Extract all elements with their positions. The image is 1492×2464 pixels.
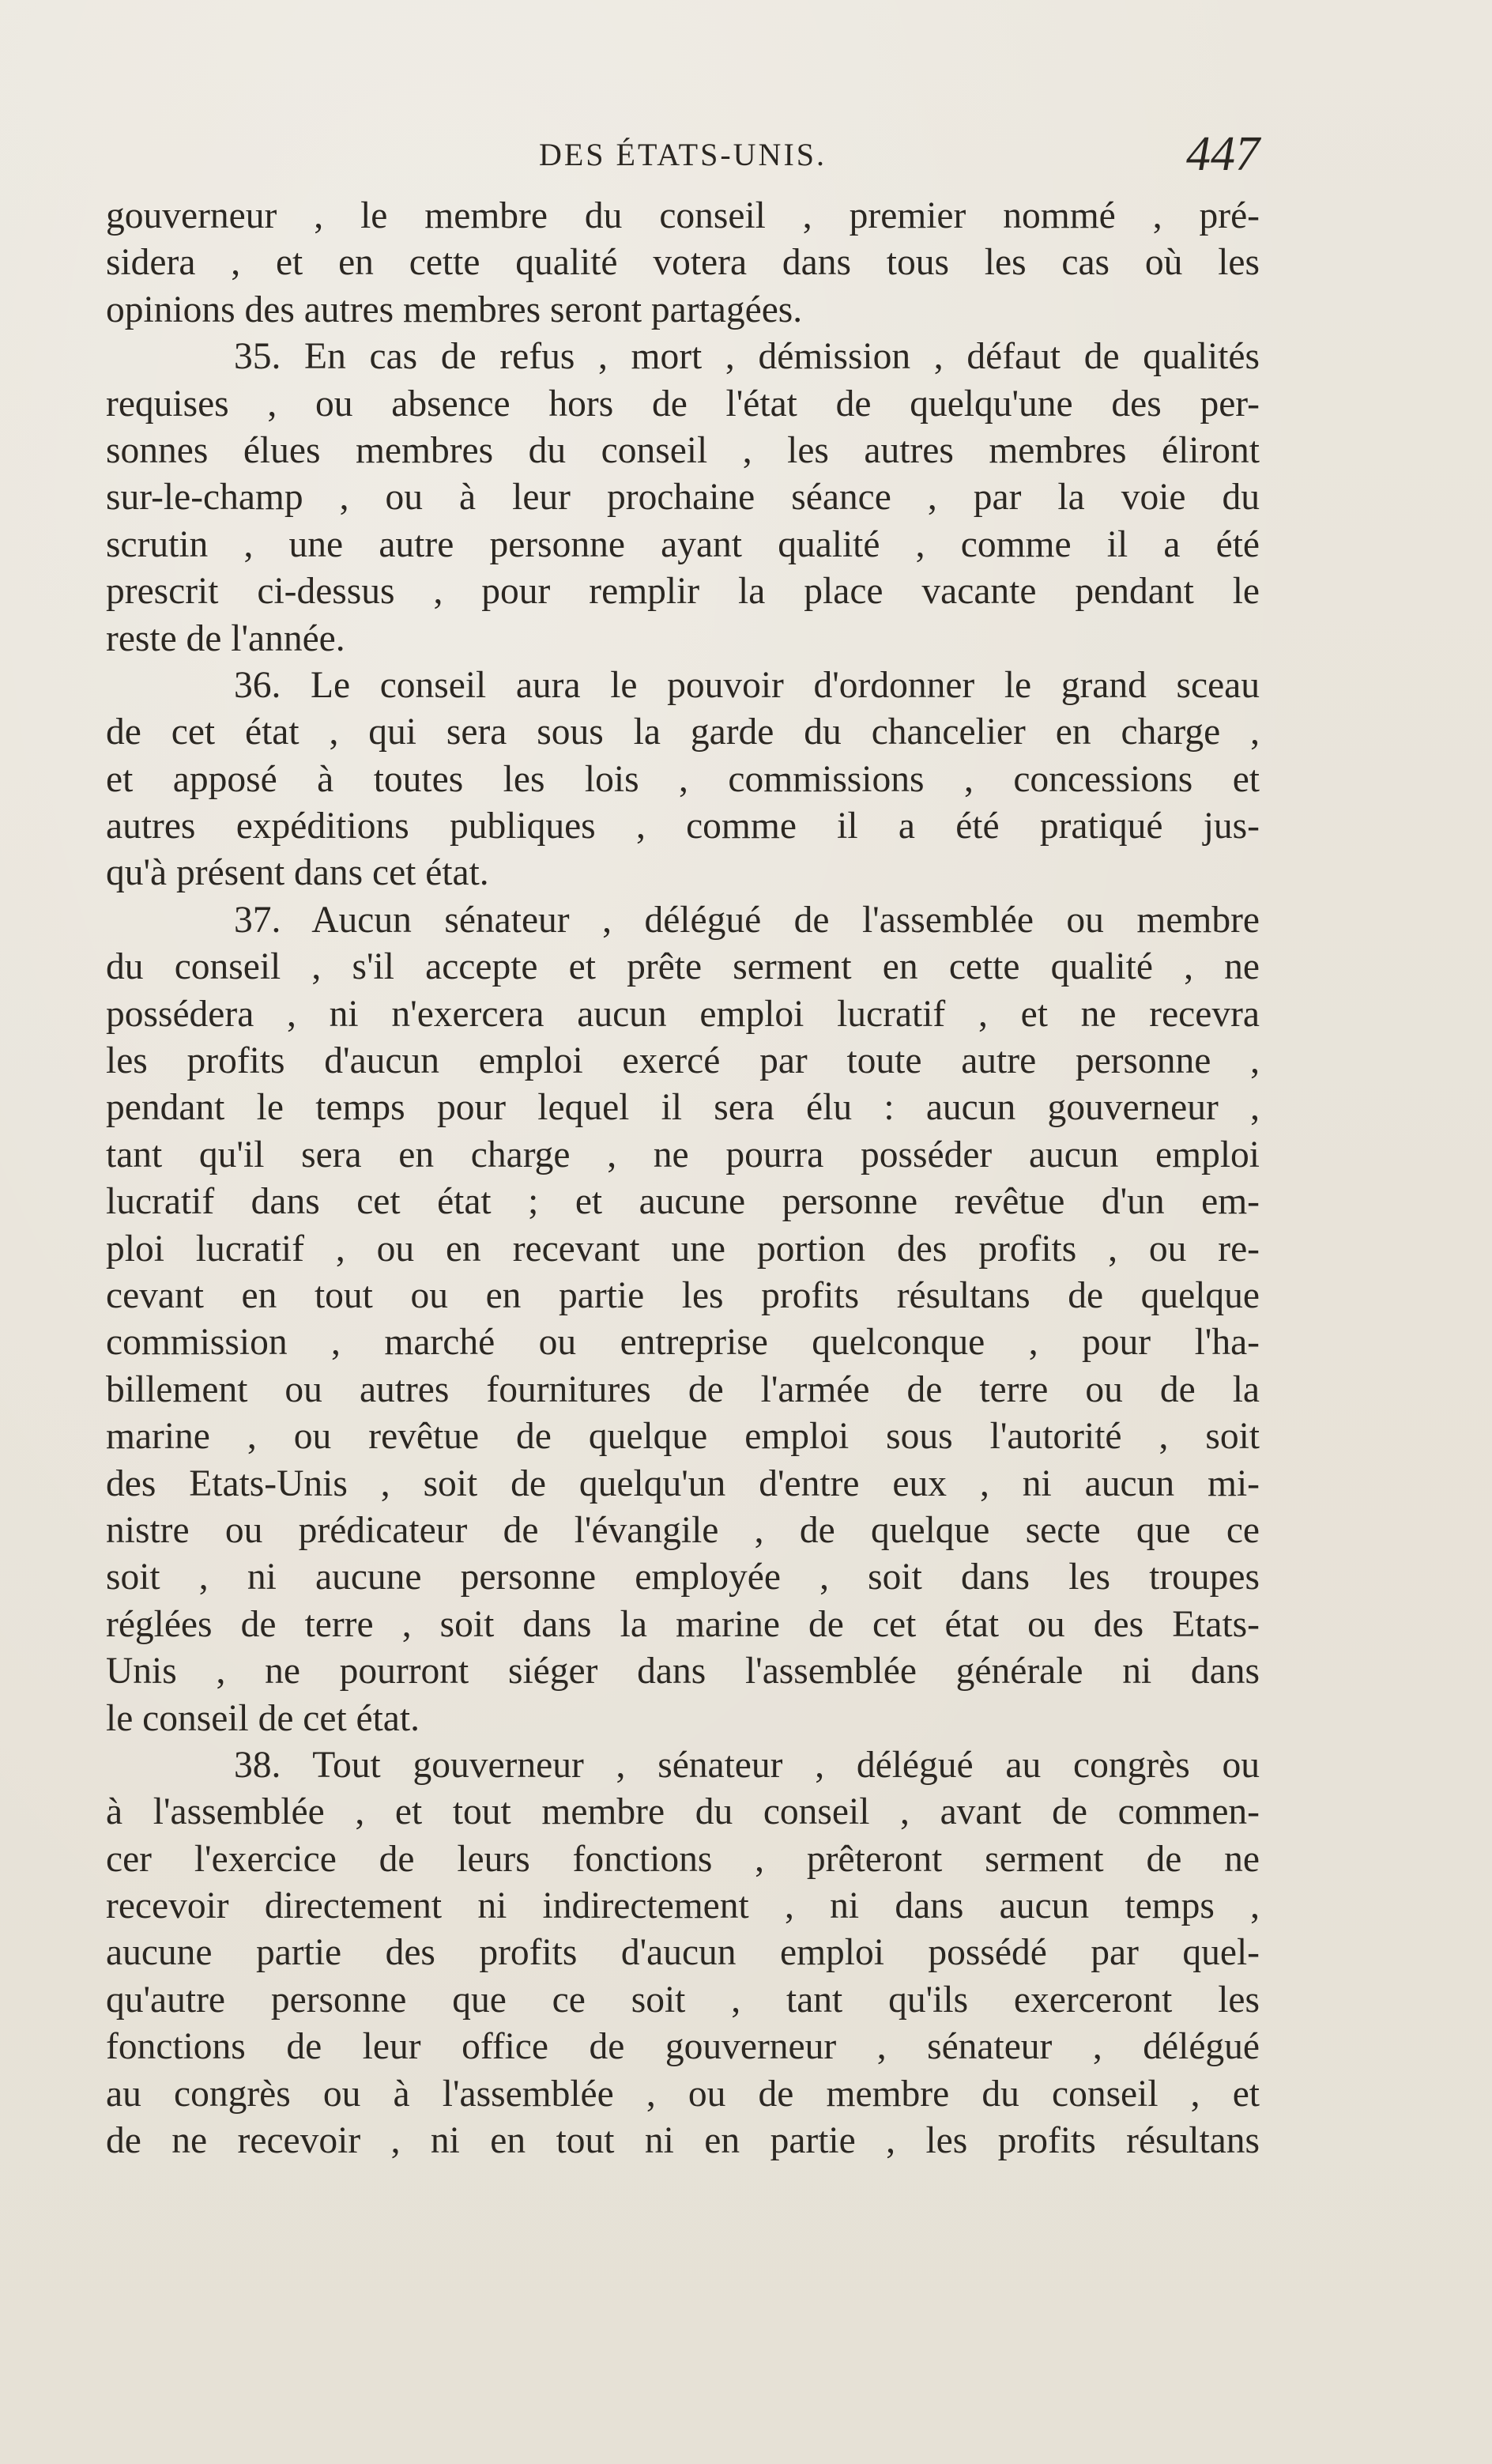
text-line: cer l'exercice de leurs fonctions , prêteront serment de ne: [106, 1838, 1260, 1880]
text-line: scrutin , une autre personne ayant qualité , comme il a été: [106, 523, 1260, 565]
text-line: autres expéditions publiques , comme il a été pratiqué jus-: [106, 806, 1260, 847]
text-line: les profits d'aucun emploi exercé par toute autre personne ,: [106, 1040, 1260, 1082]
text-line: sonnes élues membres du conseil , les autres membres éliront: [106, 429, 1260, 471]
text-line: de cet état , qui sera sous la garde du chancelier en charge ,: [106, 711, 1260, 753]
text-line: fonctions de leur office de gouverneur , sénateur , délégué: [106, 2026, 1260, 2068]
text-line: réglées de terre , soit dans la marine de cet état ou des Etats-: [106, 1603, 1260, 1645]
text-line: soit , ni aucune personne employée , soit dans les troupes: [106, 1557, 1260, 1598]
text-line: billement ou autres fournitures de l'armée de terre ou de la: [106, 1368, 1260, 1410]
running-title: DES ÉTATS-UNIS.: [538, 137, 827, 172]
text-line: requises , ou absence hors de l'état de quelqu'une des per-: [106, 383, 1260, 425]
text-line: de ne recevoir , ni en tout ni en partie , les profits résultans: [106, 2120, 1260, 2162]
text-line: du conseil , s'il accepte et prête serment en cette qualité , ne: [106, 946, 1260, 988]
text-line: 35. En cas de refus , mort , démission , défaut de qualités: [234, 336, 1260, 378]
text-line: lucratif dans cet état ; et aucune personne revêtue d'un em-: [106, 1181, 1260, 1223]
text-line: cevant en tout ou en partie les profits résultans de quelque: [106, 1274, 1260, 1316]
text-line: et apposé à toutes les lois , commissions , concessions et: [106, 758, 1260, 800]
text-line: qu'à présent dans cet état.: [106, 852, 489, 894]
text-line: le conseil de cet état.: [106, 1697, 420, 1739]
text-line: ploi lucratif , ou en recevant une portion des profits , ou re-: [106, 1228, 1260, 1270]
page-number: 447: [1186, 127, 1260, 181]
body-text: [106, 193, 1260, 2164]
running-head: [106, 126, 1260, 190]
text-line: 38. Tout gouverneur , sénateur , délégué au congrès ou: [234, 1744, 1260, 1786]
text-line: 36. Le conseil aura le pouvoir d'ordonner le grand sceau: [234, 664, 1260, 706]
text-line: reste de l'année.: [106, 617, 345, 659]
text-line: au congrès ou à l'assemblée , ou de membre du conseil , et: [106, 2073, 1260, 2115]
text-line: gouverneur , le membre du conseil , premier nommé , pré-: [106, 195, 1260, 236]
text-line: à l'assemblée , et tout membre du conseil , avant de commen-: [106, 1791, 1260, 1833]
text-line: commission , marché ou entreprise quelconque , pour l'ha-: [106, 1322, 1260, 1364]
text-line: nistre ou prédicateur de l'évangile , de quelque secte que ce: [106, 1509, 1260, 1551]
text-line: sidera , et en cette qualité votera dans tous les cas où les: [106, 242, 1260, 284]
text-line: qu'autre personne que ce soit , tant qu'ils exerceront les: [106, 1979, 1260, 2021]
text-line: 37. Aucun sénateur , délégué de l'assemblée ou membre: [234, 899, 1260, 941]
text-line: pendant le temps pour lequel il sera élu : aucun gouverneur ,: [106, 1087, 1260, 1129]
text-line: recevoir directement ni indirectement , ni dans aucun temps ,: [106, 1885, 1260, 1927]
text-line: tant qu'il sera en charge , ne pourra posséder aucun emploi: [106, 1134, 1260, 1175]
text-line: prescrit ci-dessus , pour remplir la place vacante pendant le: [106, 571, 1260, 613]
text-line: Unis , ne pourront siéger dans l'assemblée générale ni dans: [106, 1651, 1260, 1692]
text-line: aucune partie des profits d'aucun emploi possédé par quel-: [106, 1932, 1260, 1974]
text-line: des Etats-Unis , soit de quelqu'un d'entre eux , ni aucun mi-: [106, 1462, 1260, 1504]
text-line: opinions des autres membres seront partagées.: [106, 289, 803, 330]
text-line: marine , ou revêtue de quelque emploi sous l'autorité , soit: [106, 1416, 1260, 1458]
text-line: sur-le-champ , ou à leur prochaine séance , par la voie du: [106, 477, 1260, 519]
text-line: possédera , ni n'exercera aucun emploi lucratif , et ne recevra: [106, 993, 1260, 1035]
